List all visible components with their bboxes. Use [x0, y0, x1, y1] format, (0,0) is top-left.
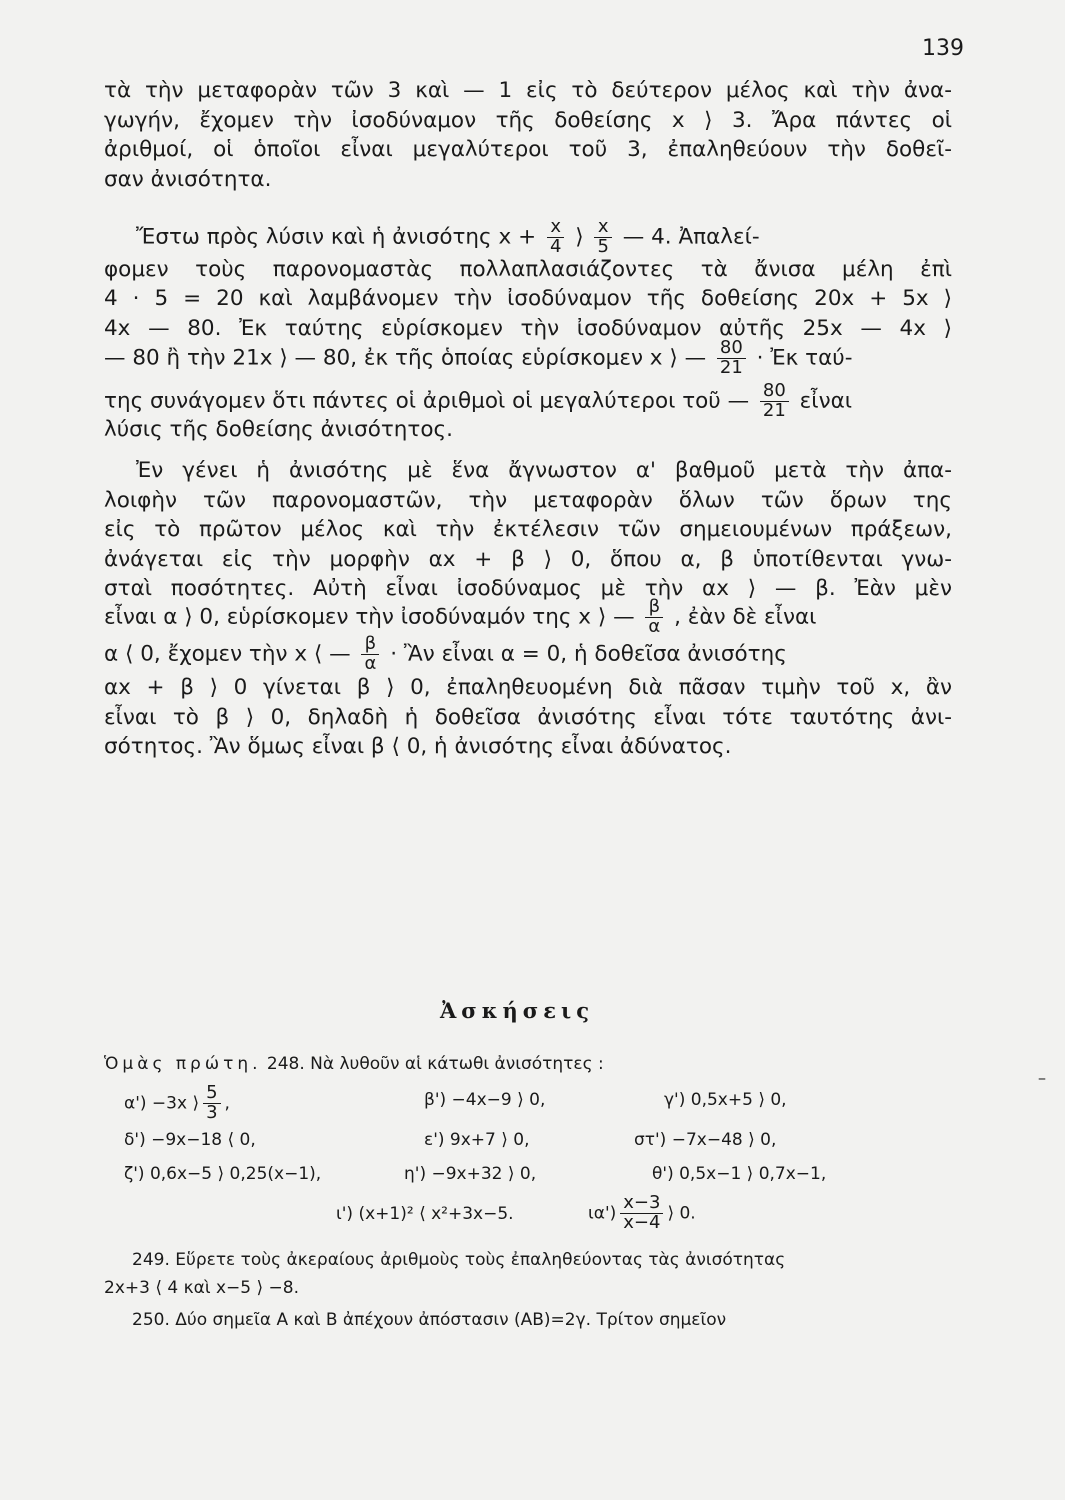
- p3-line-10: σότητος. Ἂν ὅμως εἶναι β ⟨ 0, ἡ ἀνισότης εἶναι ἀδύνατος.: [104, 734, 732, 760]
- p1-line-3: ἀριθμοί, οἱ ὁποῖοι εἶναι μεγαλύτεροι τοῦ 3, ἐπαληθεύουν τὴν δοθεῖ-: [104, 137, 952, 162]
- numerator: 80: [717, 339, 746, 359]
- text: α') −3x ⟩: [124, 1093, 200, 1114]
- exercise-h: η') −9x+32 ⟩ 0,: [404, 1164, 537, 1184]
- group-label: Ὁμὰς πρώτη.: [104, 1054, 262, 1074]
- exercise-b: β') −4x−9 ⟩ 0,: [424, 1090, 546, 1110]
- denominator: 21: [762, 399, 786, 421]
- p3-line-8: αx + β ⟩ 0 γίνεται β ⟩ 0, ἐπαληθευομένη διὰ πᾶσαν τιμὴν τοῦ x, ἂν: [104, 675, 952, 701]
- exercise-intro-line: [104, 1054, 964, 1074]
- text: — 4. Ἀπαλεί-: [622, 224, 760, 250]
- p3-line-6: [104, 595, 964, 637]
- p2-line-7: λύσις τῆς δοθείσης ἀνισότητος.: [104, 416, 453, 442]
- fraction-x-over-5: [594, 218, 611, 257]
- text: ια'): [588, 1203, 617, 1224]
- text: · Ἂν εἶναι α = 0, ἡ δοθεῖσα ἀνισότης: [390, 641, 787, 667]
- exercise-i: ι') (x+1)² ⟨ x²+3x−5.: [336, 1204, 514, 1224]
- exercise-249-line-1: 249. Εὕρετε τοὺς ἀκεραίους ἀριθμοὺς τοὺς ἐπαληθεύοντας τὰς ἀνισότητας: [132, 1250, 786, 1270]
- denominator: 4: [549, 235, 562, 257]
- p3-line-5: σταὶ ποσότητες. Αὐτὴ εἶναι ἰσοδύναμος μὲ τὴν αx ⟩ — β. Ἐὰν μὲν: [104, 576, 952, 602]
- p3-line-2: λοιφὴν τῶν παρονομαστῶν, τὴν μεταφορὰν ὅλων τῶν ὅρων της: [104, 487, 952, 513]
- exercise-row-2: [104, 1130, 964, 1164]
- exercise-e: ε') 9x+7 ⟩ 0,: [424, 1130, 530, 1150]
- denominator: x−4: [623, 1211, 661, 1233]
- p2-line-4: 4x — 80. Ἐκ ταύτης εὑρίσκομεν τὴν ἰσοδύναμον αὐτῆς 25x — 4x ⟩: [104, 315, 952, 341]
- exercises: [104, 1054, 964, 1330]
- p3-line-4: ἀνάγεται εἰς τὴν μορφὴν αx + β ⟩ 0, ὅπου α, β ὑποτίθενται γνω-: [104, 546, 952, 572]
- exercise-row-1: [104, 1082, 964, 1130]
- p1-line-4: σαν ἀνισότητα.: [104, 166, 272, 192]
- fraction-beta-over-alpha: [645, 595, 663, 637]
- exercise-z: ζ') 0,6x−5 ⟩ 0,25(x−1),: [124, 1164, 322, 1184]
- text: , ἐὰν δὲ εἶναι: [674, 604, 817, 630]
- text: της συνάγομεν ὅτι πάντες οἱ ἀριθμοὶ οἱ μεγαλύτεροι τοῦ —: [104, 388, 750, 414]
- exercise-st: στ') −7x−48 ⟩ 0,: [634, 1130, 777, 1150]
- text: ⟩: [575, 224, 584, 250]
- exercise-d: δ') −9x−18 ⟨ 0,: [124, 1130, 256, 1150]
- p3-line-1: Ἐν γένει ἡ ἀνισότης μὲ ἕνα ἄγνωστον α' βαθμοῦ μετὰ τὴν ἀπα-: [136, 458, 952, 484]
- numerator: β: [361, 635, 379, 655]
- text: εἶναι α ⟩ 0, εὑρίσκομεν τὴν ἰσοδύναμόν της x ⟩ —: [104, 604, 635, 630]
- text: ,: [224, 1093, 230, 1114]
- denominator: α: [648, 615, 661, 637]
- numerator: 80: [760, 382, 789, 402]
- numerator: x−3: [620, 1194, 663, 1214]
- denominator: 21: [719, 357, 743, 379]
- fraction-80-over-21: [760, 382, 789, 421]
- exercise-a: [124, 1084, 230, 1123]
- exercise-c: γ') 0,5x+5 ⟩ 0,: [664, 1090, 787, 1110]
- p1-line-1: τὰ τὴν μεταφορὰν τῶν 3 καὶ — 1 εἰς τὸ δεύτερον μέλος καὶ τὴν ἀνα-: [104, 78, 952, 103]
- text: · Ἐκ ταύ-: [756, 345, 853, 371]
- fraction-x-3-over-x-4: [620, 1194, 663, 1233]
- exercise-row-3: [104, 1164, 964, 1200]
- fraction-x-over-4: [547, 218, 564, 257]
- p2-line-5: [104, 339, 964, 378]
- p2-line-2: φομεν τοὺς παρονομαστὰς πολλαπλασιάζοντες τὰ ἄνισα μέλη ἐπὶ: [104, 256, 952, 282]
- page-number: 139: [922, 36, 964, 61]
- text: εἶναι: [799, 388, 853, 414]
- fraction-80-over-21: [717, 339, 746, 378]
- exercise-249-line-2: 2x+3 ⟨ 4 καὶ x−5 ⟩ −8.: [104, 1278, 300, 1298]
- p3-line-3: εἰς τὸ πρῶτον μέλος καὶ τὴν ἐκτέλεσιν τῶν σημειουμένων πράξεων,: [104, 517, 952, 543]
- exercise-248-intro: 248. Νὰ λυθοῦν αἱ κάτωθι ἀνισότητες :: [266, 1054, 604, 1074]
- numerator: β: [645, 598, 663, 618]
- p2-line-6: [104, 382, 964, 421]
- exercise-250-line-1: 250. Δύο σημεῖα Α καὶ Β ἀπέχουν ἀπόστασιν (ΑΒ)=2γ. Τρίτον σημεῖον: [132, 1310, 727, 1330]
- denominator: 5: [597, 235, 609, 257]
- main-text: [104, 72, 964, 760]
- p3-line-9: εἶναι τὸ β ⟩ 0, δηλαδὴ ἡ δοθεῖσα ἀνισότης εἶναι τότε ταυτότης ἀνι-: [104, 704, 952, 730]
- fraction-beta-over-alpha: [361, 632, 379, 674]
- p2-line-1: [104, 218, 964, 257]
- text: Ἔστω πρὸς λύσιν καὶ ἡ ἀνισότης x +: [136, 224, 537, 250]
- p1-line-2: γωγήν, ἔχομεν τὴν ἰσοδύναμον τῆς δοθείσης x ⟩ 3. Ἄρα πάντες οἱ: [104, 107, 952, 133]
- exercise-row-4: [104, 1192, 964, 1244]
- text: α ⟨ 0, ἔχομεν τὴν x ⟨ —: [104, 641, 351, 667]
- denominator: 3: [206, 1101, 218, 1123]
- exercise-th: θ') 0,5x−1 ⟩ 0,7x−1,: [652, 1164, 827, 1184]
- numerator: x: [547, 218, 564, 238]
- text: — 80 ἢ τὴν 21x ⟩ — 80, ἐκ τῆς ὁποίας εὑρίσκομεν x ⟩ —: [104, 345, 707, 371]
- text: ⟩ 0.: [667, 1203, 696, 1224]
- p2-line-3: 4 · 5 = 20 καὶ λαμβάνομεν τὴν ἰσοδύναμον τῆς δοθείσης 20x + 5x ⟩: [104, 286, 952, 312]
- margin-mark: –: [1038, 1068, 1046, 1087]
- section-heading: Ἀσκήσεις: [440, 998, 594, 1023]
- exercise-ia: [588, 1194, 696, 1233]
- numerator: x: [594, 218, 611, 238]
- p3-line-7: [104, 632, 964, 674]
- denominator: α: [364, 652, 377, 674]
- fraction-5-over-3: [203, 1084, 220, 1123]
- numerator: 5: [203, 1084, 220, 1104]
